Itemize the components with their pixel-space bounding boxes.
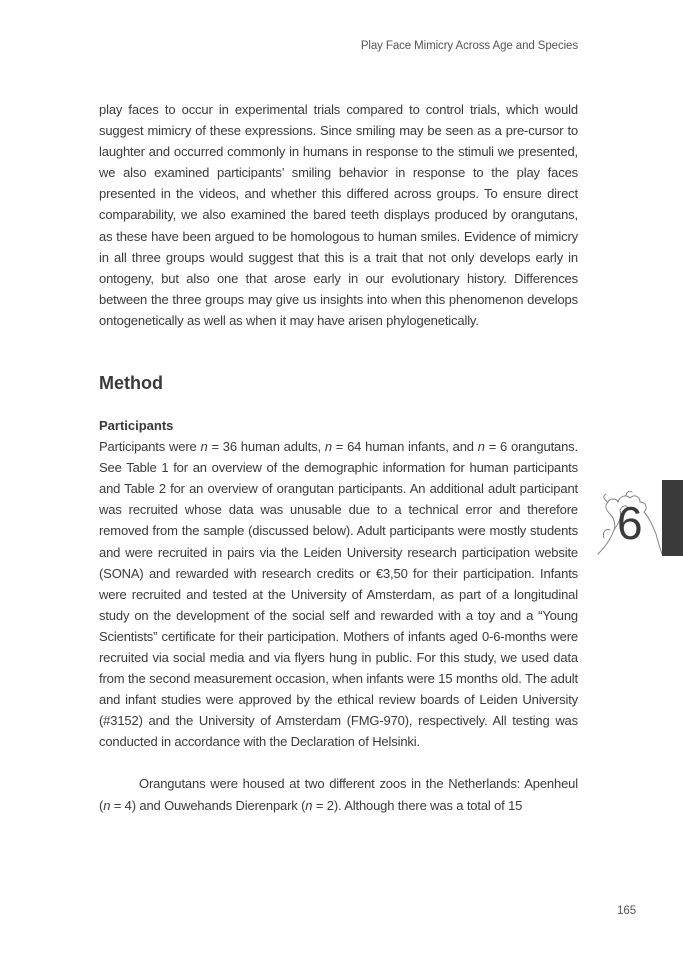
orangutan-paragraph	[99, 773, 578, 815]
paragraph-gap	[99, 752, 578, 773]
participants-text-1: Participants were	[99, 439, 201, 455]
page-body	[99, 99, 578, 816]
running-head: Play Face Mimicry Across Age and Species	[360, 40, 578, 52]
section-heading-method: Method	[99, 373, 163, 394]
intro-paragraph: play faces to occur in experimental trials compared to control trials, which would suggest mimicry of these expressions. Since smiling may be seen as a pre-cursor to laughter and occurred commonly in humans in response to the stimuli we presented, we also examined participants’ smiling behavior in response to the play faces presented in the videos, and whether this differed across groups. To ensure direct comparability, we also examined the bared teeth displays produced by orangutans, as these have been argued to be homologous to human smiles. Evidence of mimicry in all three groups would suggest that this is a trait that not only develops early in ontogeny, but also one that arose early in our evolutionary history. Differences between the three groups may give us insights into when this phenomenon develops ontogenetically as well as when it may have arisen phylogenetically.	[99, 102, 578, 328]
n-symbol: n	[103, 797, 111, 813]
chapter-thumb-tab	[662, 480, 683, 556]
subsection-heading-participants: Participants	[99, 418, 174, 434]
participants-text-4: = 6 orangutans. See Table 1 for an overview of the demographic information for human participants and Table 2 for an overview of orangutan participants. An additional adult participant was recruited whose data was unusable due to a technical error and therefore removed from the sample (discussed below). Adult participants were mostly students and were recruited in pairs via the Leiden University research participation website (SONA) and rewarded with research credits or €3,50 for their participation. Infants were recruited and tested at the University of Amsterdam, as part of a longitudinal study on the development of the social self and rewarded with a toy and a “Young Scientists” certificate for their participation. Mothers of infants aged 0-6-months were recruited via social media and via flyers hung in public. For this study, we used data from the second measurement occasion, when infants were 15 months old. The adult and infant studies were approved by the ethical review boards of Leiden University (#3152) and the University of Amsterdam (FMG-970), respectively. All testing was conducted in accordance with the Declaration of Helsinki.	[99, 439, 578, 750]
orangutan-text-2: = 4) and Ouwehands Dierenpark (	[110, 797, 306, 813]
participants-paragraph	[99, 436, 578, 752]
n-symbol: n	[200, 439, 208, 455]
orangutan-text-3: = 2). Although there was a total of 15	[312, 797, 523, 813]
chapter-number: 6	[617, 497, 643, 549]
participants-text-2: = 36 human adults,	[207, 439, 325, 455]
n-symbol: n	[324, 439, 332, 455]
n-symbol: n	[477, 439, 485, 455]
participants-text-3: = 64 human infants, and	[331, 439, 478, 455]
orangutan-text-1: Orangutans were housed at two different zoos in the Netherlands: Apenheul (	[99, 776, 578, 813]
n-symbol: n	[305, 797, 313, 813]
page-number: 165	[617, 905, 637, 917]
